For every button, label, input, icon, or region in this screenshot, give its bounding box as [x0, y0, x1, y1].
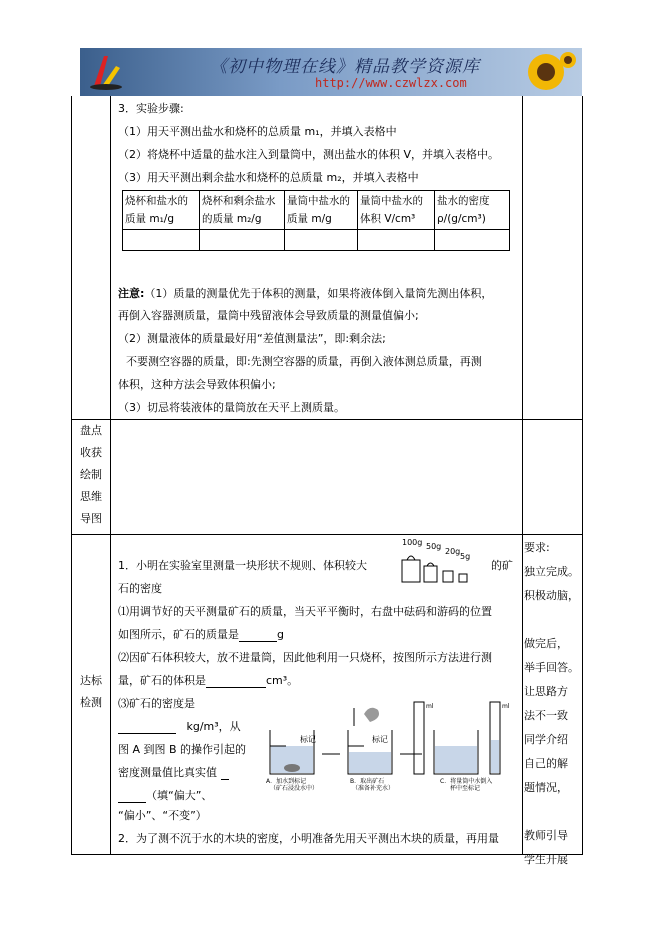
caption-c: C．将量筒中水倒入	[440, 778, 493, 785]
q1-line-j: 密度测量值比真实值	[118, 765, 229, 780]
caption-a-sub: （矿石浸没水中）	[270, 785, 319, 792]
table-cell[interactable]	[123, 230, 200, 251]
q1-line-k: （填“偏大”、	[118, 788, 212, 803]
volume-blank[interactable]	[206, 687, 266, 688]
note-2b: 不要测空容器的质量，即:先测空容器的质量，再倒入液体测总质量，再测	[126, 355, 482, 368]
mark-label-a: 标记	[300, 735, 316, 744]
caption-a: A．加水到标记	[266, 778, 307, 785]
bias-blank[interactable]	[221, 779, 229, 780]
header-cell: 盐水的密度 ρ/(g/cm³)	[435, 191, 510, 230]
caption-b-sub: （准备补充水）	[352, 785, 395, 792]
weight-label-50: 50g	[426, 542, 442, 551]
q1-line-i: 图 A 到图 B 的操作引起的	[118, 743, 247, 756]
note-2c: 体积，这种方法会导致体积偏小;	[118, 378, 276, 391]
beaker-figure	[264, 700, 522, 792]
summary-label: 盘点 收获 绘制 思维 导图	[80, 424, 102, 525]
q1-line-g: ⑶矿石的密度是	[118, 697, 195, 710]
banner-url[interactable]: http://www.czwlzx.com	[315, 76, 467, 90]
weight-50-icon	[424, 566, 437, 582]
header-cell: 烧杯和盐水的 质量 m₁/g	[123, 191, 200, 230]
q1-line-b: 石的密度	[118, 582, 162, 595]
q1-line-a-tail: 的矿	[491, 559, 513, 572]
weight-20-icon	[443, 571, 453, 582]
header-banner	[80, 48, 582, 96]
ml-label-1: ml	[426, 703, 434, 710]
table-cell[interactable]	[200, 230, 285, 251]
note-2: （2）测量液体的质量最好用“差值测量法”，即:剩余法;	[118, 332, 386, 345]
requirements-column: 要求: 独立完成。 积极动脑， 做完后， 举手回答。 让思路方 法不一致 同学介绍 自己的解 题情况， 教师引导 学生开展	[524, 541, 579, 866]
table-cell[interactable]	[358, 230, 435, 251]
q1-line-l: “偏小”、“不变”）	[118, 809, 207, 822]
beaker-c-icon	[414, 702, 510, 774]
data-table	[122, 190, 510, 251]
q2-line: 2．为了测不沉于水的木块的密度，小明准备先用天平测出木块的质量，再用量	[118, 832, 499, 845]
header-cell: 烧杯和剩余盐水 的质量 m₂/g	[200, 191, 285, 230]
weight-5-icon	[459, 574, 467, 582]
step-3: （3）用天平测出剩余盐水和烧杯的总质量 m₂，并填入表格中	[118, 171, 419, 184]
site-logo-icon	[86, 52, 126, 92]
note-3: （3）切忌将装液体的量筒放在天平上测质量。	[118, 401, 345, 414]
q1-line-f: 量，矿石的体积是 cm³。	[118, 674, 299, 687]
check-label: 达标 检测	[80, 674, 102, 709]
table-cell[interactable]	[285, 230, 358, 251]
q1-line-h: kg/m³，从	[118, 719, 241, 734]
note-1b: 再倒入容器测质量，量筒中残留液体会导致质量的测量值偏小;	[118, 309, 419, 322]
table-row	[123, 230, 510, 251]
step-2: （2）将烧杯中适量的盐水注入到量筒中，测出盐水的体积 V，并填入表格中。	[118, 148, 500, 161]
caption-b: B．取出矿石	[350, 778, 385, 785]
step-1: （1）用天平测出盐水和烧杯的总质量 m₁，并填入表格中	[118, 125, 397, 138]
header-cell: 量筒中盐水的 质量 m/g	[285, 191, 358, 230]
header-cell: 量筒中盐水的 体积 V/cm³	[358, 191, 435, 230]
weight-label-20: 20g	[445, 547, 461, 556]
weight-label-5: 5g	[460, 552, 471, 561]
table-header-row	[123, 191, 510, 230]
note-1a: 注意:（1）质量的测量优先于体积的测量，如果将液体倒入量筒先测出体积，	[118, 287, 493, 300]
mass-blank[interactable]	[239, 641, 277, 642]
weights-figure	[396, 536, 484, 584]
table-cell[interactable]	[435, 230, 510, 251]
density-blank[interactable]	[118, 733, 176, 734]
note-label: 注意:	[118, 287, 145, 300]
mark-label-b: 标记	[372, 735, 388, 744]
steps-heading: 3．实验步骤:	[118, 102, 184, 115]
q1-line-a: 1．小明在实验室里测量一块形状不规则、体积较大	[118, 559, 367, 572]
q1-line-e: ⑵因矿石体积较大，放不进量筒，因此他利用一只烧杯，按图所示方法进行测	[118, 651, 492, 664]
beaker-b-icon	[348, 708, 392, 774]
weight-label-100: 100g	[402, 538, 423, 547]
weight-100-icon	[402, 560, 420, 582]
sunflower-icon	[516, 50, 578, 94]
ml-label-2: ml	[502, 703, 510, 710]
q1-line-d: 如图所示，矿石的质量是 g	[118, 628, 284, 641]
beaker-a-icon	[270, 730, 316, 774]
banner-title: 《初中物理在线》精品教学资源库	[210, 57, 480, 77]
caption-c-sub: 杯中至标记	[450, 785, 481, 792]
q1-line-c: ⑴用调节好的天平测量矿石的质量，当天平平衡时，右盘中砝码和游码的位置	[118, 605, 492, 618]
